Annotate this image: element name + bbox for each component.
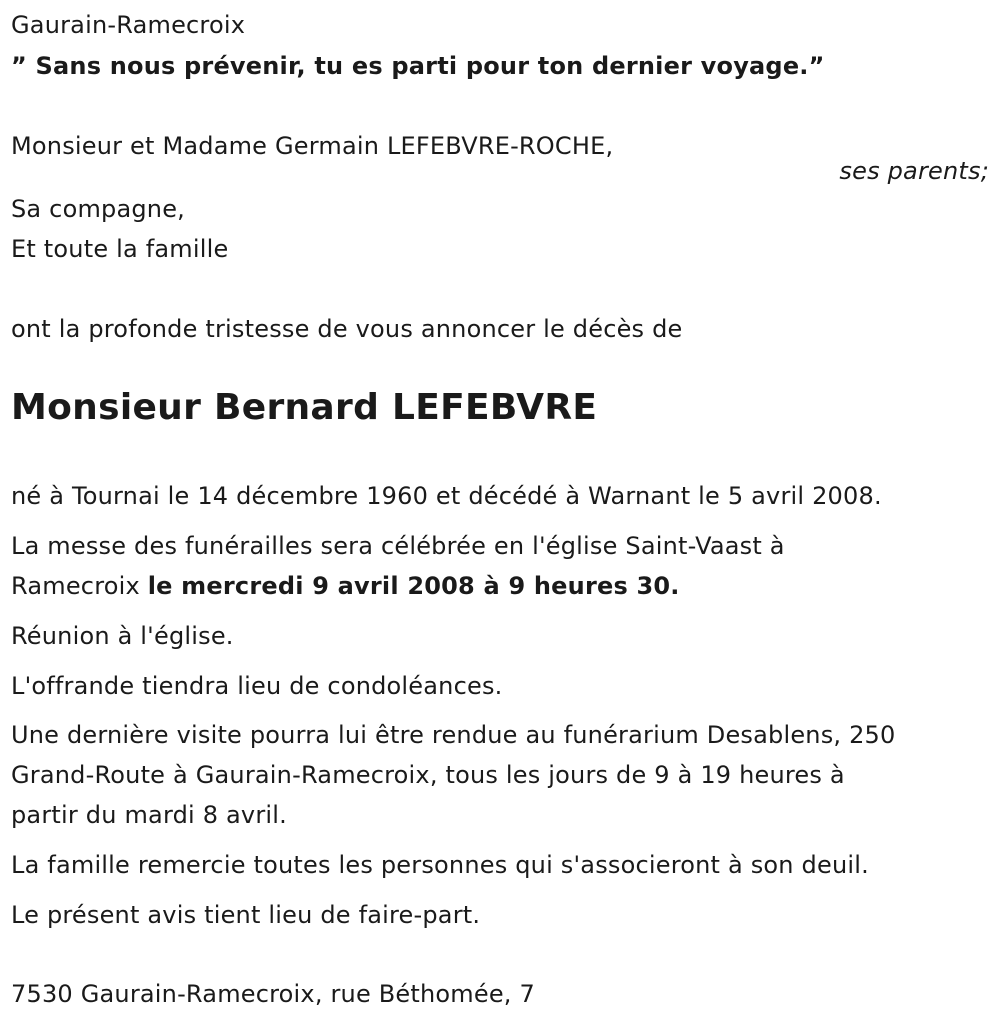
parents-role: ses parents;: [839, 157, 989, 185]
mass-line-2: [11, 574, 680, 598]
visit-line-3: partir du mardi 8 avril.: [11, 801, 287, 829]
address-line: 7530 Gaurain-Ramecroix, rue Béthomée, 7: [11, 980, 535, 1008]
deceased-name: Monsieur Bernard LEFEBVRE: [11, 387, 598, 428]
parents-names: Monsieur et Madame Germain LEFEBVRE-ROCHE,: [11, 132, 614, 160]
offering-line: L'offrande tiendra lieu de condoléances.: [11, 672, 503, 700]
announcement-text: ont la profonde tristesse de vous annoncer le décès de: [11, 315, 683, 343]
meeting-line: Réunion à l'église.: [11, 622, 234, 650]
thanks-line: La famille remercie toutes les personnes qui s'associeront à son deuil.: [11, 851, 869, 879]
memorial-quote: ” Sans nous prévenir, tu es parti pour ton dernier voyage.”: [11, 52, 825, 80]
family-line: Et toute la famille: [11, 235, 229, 263]
birth-death-line: né à Tournai le 14 décembre 1960 et décédé à Warnant le 5 avril 2008.: [11, 482, 882, 510]
mass-place: Ramecroix: [11, 572, 148, 600]
mass-line-1: La messe des funérailles sera célébrée en l'église Saint-Vaast à: [11, 532, 785, 560]
visit-line-2: Grand-Route à Gaurain-Ramecroix, tous les jours de 9 à 19 heures à: [11, 761, 845, 789]
location-header: Gaurain-Ramecroix: [11, 11, 246, 39]
companion-line: Sa compagne,: [11, 195, 186, 223]
mass-datetime: le mercredi 9 avril 2008 à 9 heures 30.: [147, 572, 680, 600]
notice-line: Le présent avis tient lieu de faire-part.: [11, 901, 481, 929]
visit-line-1: Une dernière visite pourra lui être rendue au funérarium Desablens, 250: [11, 721, 896, 749]
